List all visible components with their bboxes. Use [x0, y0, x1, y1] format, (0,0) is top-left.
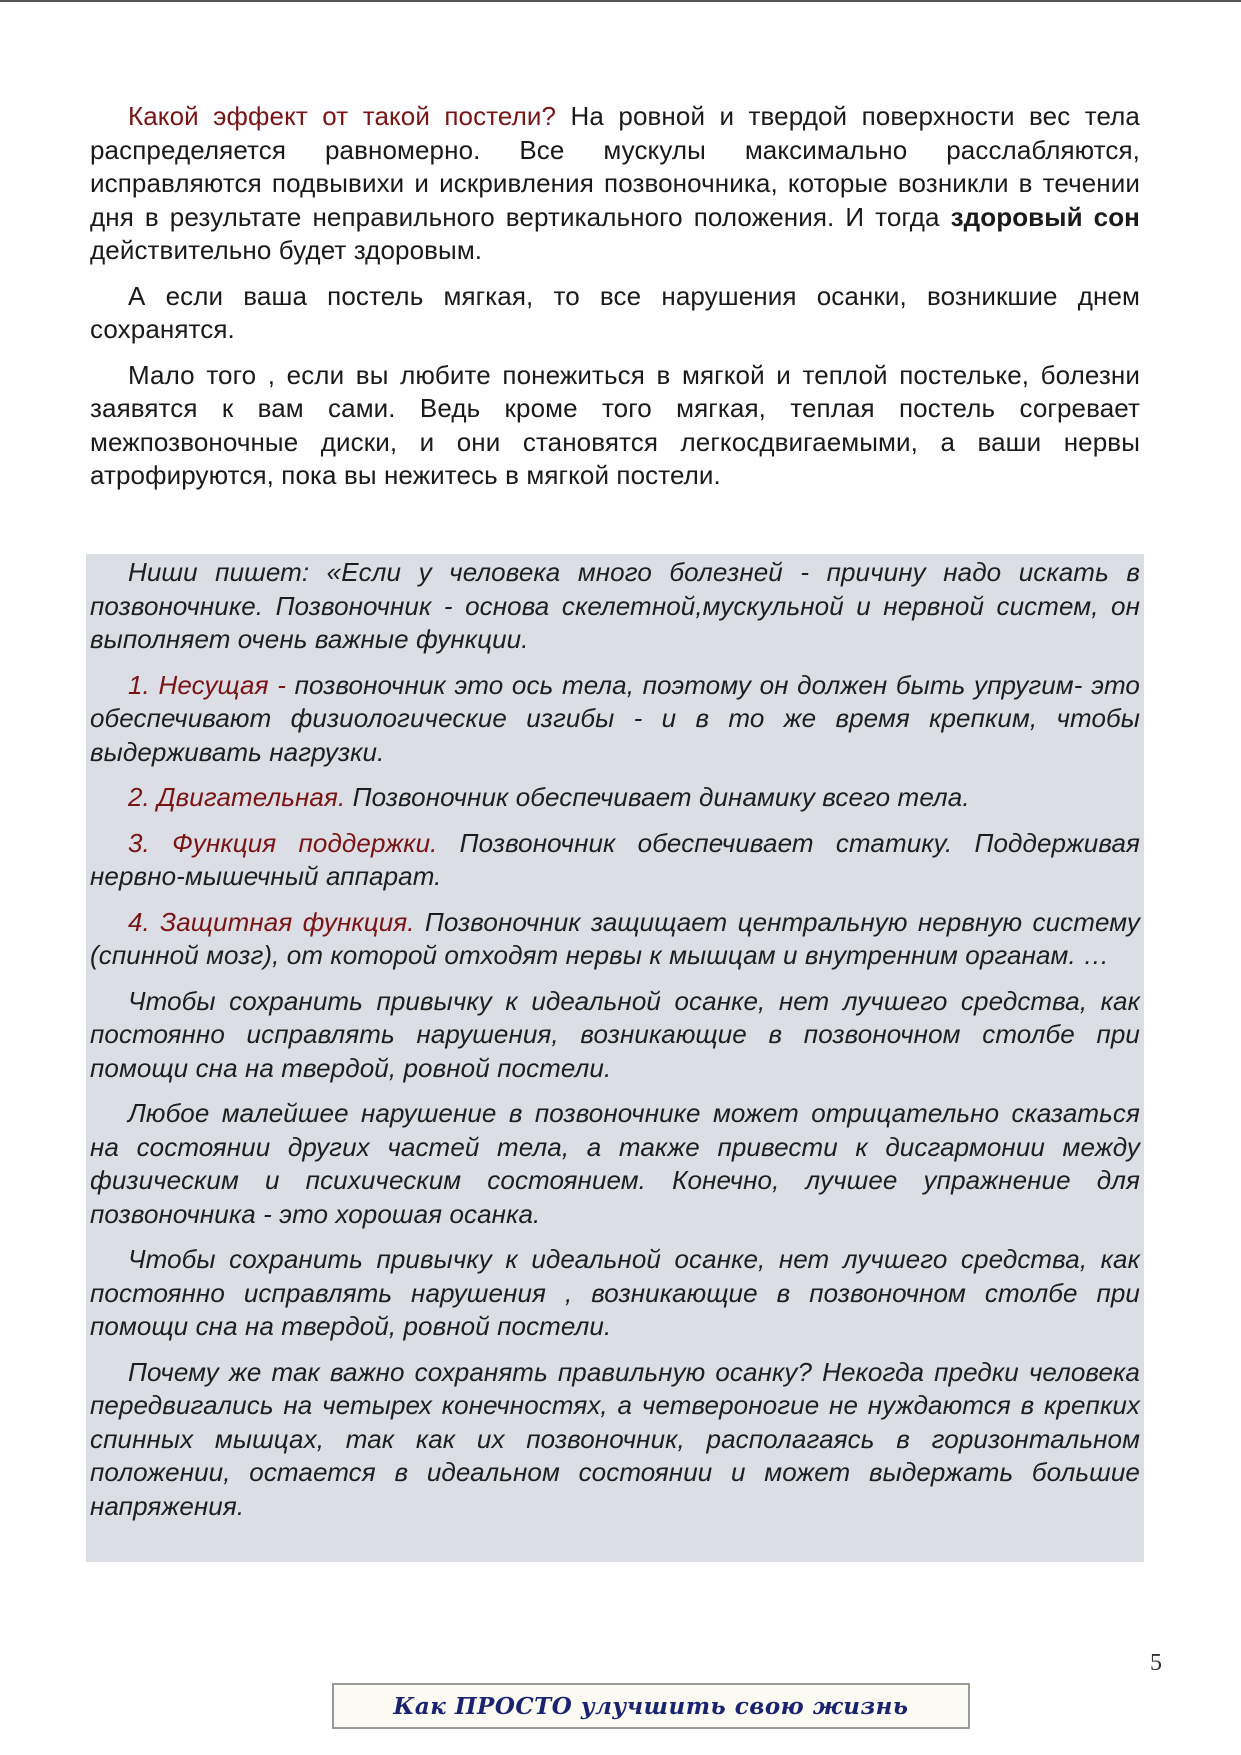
- function-3-head: 3. Функция поддержки.: [128, 827, 438, 858]
- function-2-head: 2. Двигательная.: [128, 782, 346, 812]
- function-2: [90, 781, 1140, 815]
- quote-any-disorder: Любое малейшее нарушение в позвоночнике может отрицательно сказаться на состоянии других частей тела, а также привести к дисгармонии между физическим и психическим состоянием. Конечно, лучшее упражнение для позвоночника - это хорошая осанка.: [90, 1098, 1140, 1229]
- healthy-sleep-bold: здоровый сон: [950, 201, 1140, 232]
- quote-posture-habit-2: Чтобы сохранить привычку к идеальной осанке, нет лучшего средства, как постоянно исправлять нарушения , возникающие в позвоночном столбе при помощи сна на твердой, ровной постели.: [90, 1244, 1140, 1341]
- function-1-head: 1. Несущая -: [128, 669, 295, 700]
- function-2-text: Позвоночник обеспечивает динамику всего тела.: [345, 782, 970, 812]
- function-4-text: Позвоночник защищает центральную нервную систему (спинной мозг), от которой отходят нервы к мышцам и внутренним органам. …: [90, 906, 1140, 970]
- effect-text-b: действительно будет здоровым.: [90, 235, 483, 265]
- footer-title: Как ПРОСТО улучшить свою жизнь: [393, 1692, 909, 1720]
- function-1: [90, 669, 1140, 770]
- effect-text-a: На ровной и твердой поверхности вес тела распределяется равномерно. Все мускулы максимально расслабляются, исправляются подвывихи и искривления позвоночника, которые возникли в течении дня в результате неправильного вертикального положения. И тогда: [90, 101, 1140, 232]
- quote-section: [90, 556, 1140, 1535]
- page-number: 5: [1150, 1650, 1162, 1676]
- effect-question: Какой эффект от такой постели?: [128, 101, 557, 131]
- quote-posture-habit-1: Чтобы сохранить привычку к идеальной осанке, нет лучшего средства, как постоянно исправлять нарушения, возникающие в позвоночном столбе при помощи сна на твердой, ровной постели.: [90, 985, 1140, 1083]
- paragraph-effect: [90, 100, 1140, 268]
- function-3-text: Позвоночник обеспечивает статику. Поддерживая нервно-мышечный аппарат.: [90, 827, 1141, 891]
- function-1-text: позвоночник это ось тела, поэтому он должен быть упругим- это обеспечивают физиологические изгибы - и в то же время крепким, чтобы выдерживать нагрузки.: [90, 669, 1140, 767]
- intro-section: [90, 100, 1140, 505]
- function-4-head: 4. Защитная функция.: [128, 906, 415, 937]
- quote-why-posture: Почему же так важно сохранять правильную осанку? Некогда предки человека передвигались на четырех конечностях, а четвероногие не нуждаются в крепких спинных мышцах, так как их позвоночник, располагаясь в горизонтальном положении, остается в идеальном состоянии и может выдержать большие напряжения.: [90, 1356, 1140, 1521]
- function-4: [90, 906, 1140, 973]
- footer-banner: [332, 1683, 970, 1729]
- function-3: [90, 827, 1140, 894]
- paragraph-warm-bed: Мало того , если вы любите понежиться в мягкой и теплой постельке, болезни заявятся к вам сами. Ведь кроме того мягкая, теплая постель согревает межпозвоночные диски, и они становятся легкосдвигаемыми, а ваши нервы атрофируются, пока вы нежитесь в мягкой постели.: [90, 359, 1140, 490]
- quote-nishi: Ниши пишет: «Если у человека много болезней - причину надо искать в позвоночнике. Позвоночник - основа скелетной,мускульной и нервной систем, он выполняет очень важные функции.: [90, 557, 1140, 654]
- paragraph-soft-bed: А если ваша постель мягкая, то все нарушения осанки, возникшие днем сохранятся.: [90, 280, 1140, 344]
- top-rule: [0, 0, 1241, 2]
